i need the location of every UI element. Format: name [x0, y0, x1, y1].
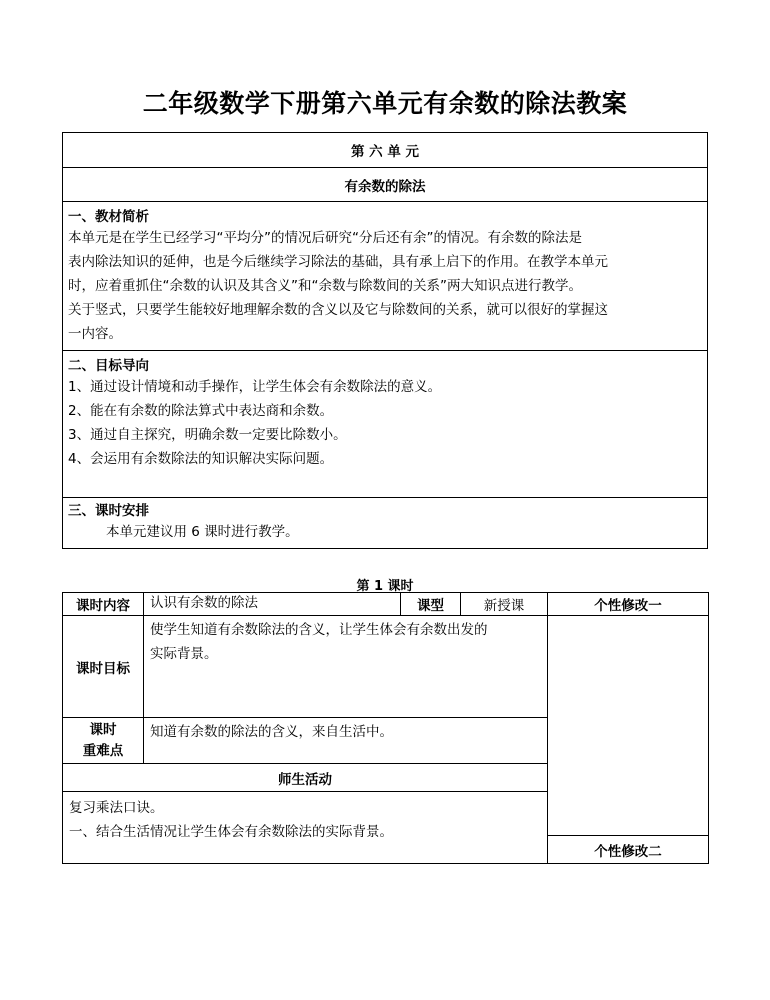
content-label: 课时内容	[76, 598, 130, 614]
type-label: 课型	[417, 598, 444, 614]
content-label-cell	[63, 593, 144, 616]
mod1-label-cell	[548, 593, 709, 616]
goal-label: 课时目标	[76, 660, 130, 677]
goal-line: 实际背景。	[150, 646, 218, 662]
activity-label-cell	[63, 764, 548, 792]
mod2-label: 个性修改二	[594, 843, 662, 860]
goal-cell	[144, 616, 548, 718]
section-heading: 二、目标导向	[68, 358, 149, 374]
section-heading: 一、教材简析	[68, 209, 149, 225]
objective-item: 1、通过设计情境和动手操作，让学生体会有余数除法的意义。	[68, 379, 442, 395]
key-label-line: 重难点	[82, 742, 124, 759]
unit-name: 有余数的除法	[344, 178, 426, 195]
objective-item: 2、能在有余数的除法算式中表达商和余数。	[68, 403, 334, 419]
unit-label: 第 六 单 元	[350, 144, 420, 160]
paragraph-line: 一内容。	[68, 326, 122, 342]
paragraph-line: 时，应着重抓住“余数的认识及其含义”和“余数与除数间的关系”两大知识点进行教学。	[68, 278, 582, 294]
goal-line: 使学生知道有余数除法的含义，让学生体会有余数出发的	[150, 622, 488, 638]
unit-label-cell	[63, 133, 708, 168]
activity-cell	[63, 792, 548, 864]
type-value: 新授课	[483, 598, 525, 614]
lesson-heading: 第 1 课时	[356, 579, 414, 594]
key-label-cell	[63, 718, 144, 764]
goal-label-cell	[63, 616, 144, 718]
unit-overview-table	[62, 132, 708, 549]
objectives-section	[63, 351, 708, 498]
activity-label: 师生活动	[278, 771, 332, 788]
unit-name-cell	[63, 168, 708, 202]
mod1-area	[548, 616, 709, 836]
activity-line: 复习乘法口诀。	[69, 800, 164, 816]
lesson-plan-table	[62, 592, 709, 864]
page-title: 二年级数学下册第六单元有余数的除法教案	[142, 89, 628, 118]
content-cell	[144, 593, 401, 616]
key-cell	[144, 718, 548, 764]
type-label-cell	[401, 593, 461, 616]
objective-item: 3、通过自主探究，明确余数一定要比除数小。	[68, 427, 347, 443]
type-cell	[461, 593, 548, 616]
paragraph-line: 本单元是在学生已经学习“平均分”的情况后研究“分后还有余”的情况。有余数的除法是	[68, 230, 582, 246]
mod2-label-cell	[548, 836, 709, 864]
content-value: 认识有余数的除法	[150, 595, 258, 611]
objective-item: 4、会运用有余数除法的知识解决实际问题。	[68, 451, 334, 467]
schedule-section	[63, 498, 708, 549]
paragraph-line: 表内除法知识的延伸，也是今后继续学习除法的基础，具有承上启下的作用。在教学本单元	[68, 254, 608, 270]
textbook-analysis-section	[63, 202, 708, 351]
paragraph-line: 关于竖式，只要学生能较好地理解余数的含义以及它与除数间的关系，就可以很好的掌握这	[68, 302, 608, 318]
mod1-label: 个性修改一	[594, 598, 662, 614]
key-value: 知道有余数的除法的含义，来自生活中。	[150, 724, 393, 740]
schedule-text: 本单元建议用 6 课时进行教学。	[106, 524, 299, 540]
activity-line: 一、结合生活情况让学生体会有余数除法的实际背景。	[69, 824, 393, 840]
section-heading: 三、课时安排	[68, 503, 149, 519]
key-label-line: 课时	[89, 721, 117, 738]
